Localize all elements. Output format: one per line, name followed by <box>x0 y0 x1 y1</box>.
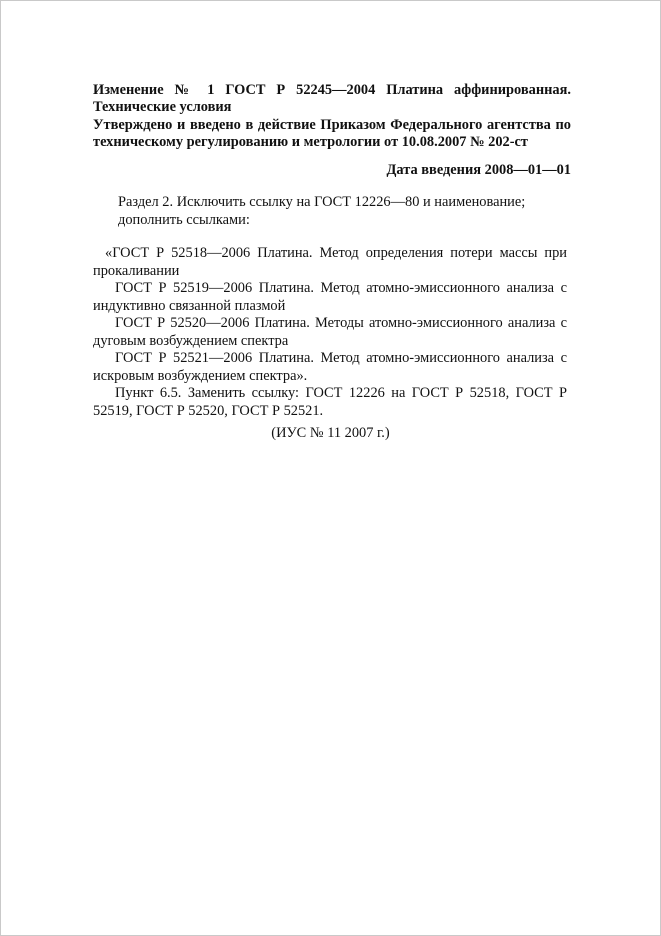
clause-change: Пункт 6.5. Заменить ссылку: ГОСТ 12226 на ГОСТ Р 52518, ГОСТ Р 52519, ГОСТ Р 52520, ГОСТ Р 52521. <box>93 385 567 419</box>
reference-item: ГОСТ Р 52519—2006 Платина. Метод атомно-эмиссионного анализа с индуктивно связанной плазмой <box>93 280 567 314</box>
reference-item: ГОСТ Р 52521—2006 Платина. Метод атомно-эмиссионного анализа с искровым возбуждением спектра». <box>93 350 567 384</box>
source-citation: (ИУС № 11 2007 г.) <box>271 425 390 441</box>
effective-date: Дата введения 2008—01—01 <box>386 162 571 178</box>
approval-statement: Утверждено и введено в действие Приказом Федерального агентства по техническому регулированию и метрологии от 10.08.2007 № 202-ст <box>93 117 571 150</box>
amendment-title: Изменение № 1 ГОСТ Р 52245—2004 Платина аффинированная. Технические условия <box>93 82 571 115</box>
reference-item: ГОСТ Р 52520—2006 Платина. Методы атомно-эмиссионного анализа с дуговым возбуждением спектра <box>93 315 567 349</box>
reference-item: «ГОСТ Р 52518—2006 Платина. Метод определения потери массы при прокаливании <box>93 245 567 279</box>
references-list <box>93 245 567 420</box>
section-instruction: Раздел 2. Исключить ссылку на ГОСТ 12226—80 и наименование; дополнить ссылками: <box>118 194 526 228</box>
